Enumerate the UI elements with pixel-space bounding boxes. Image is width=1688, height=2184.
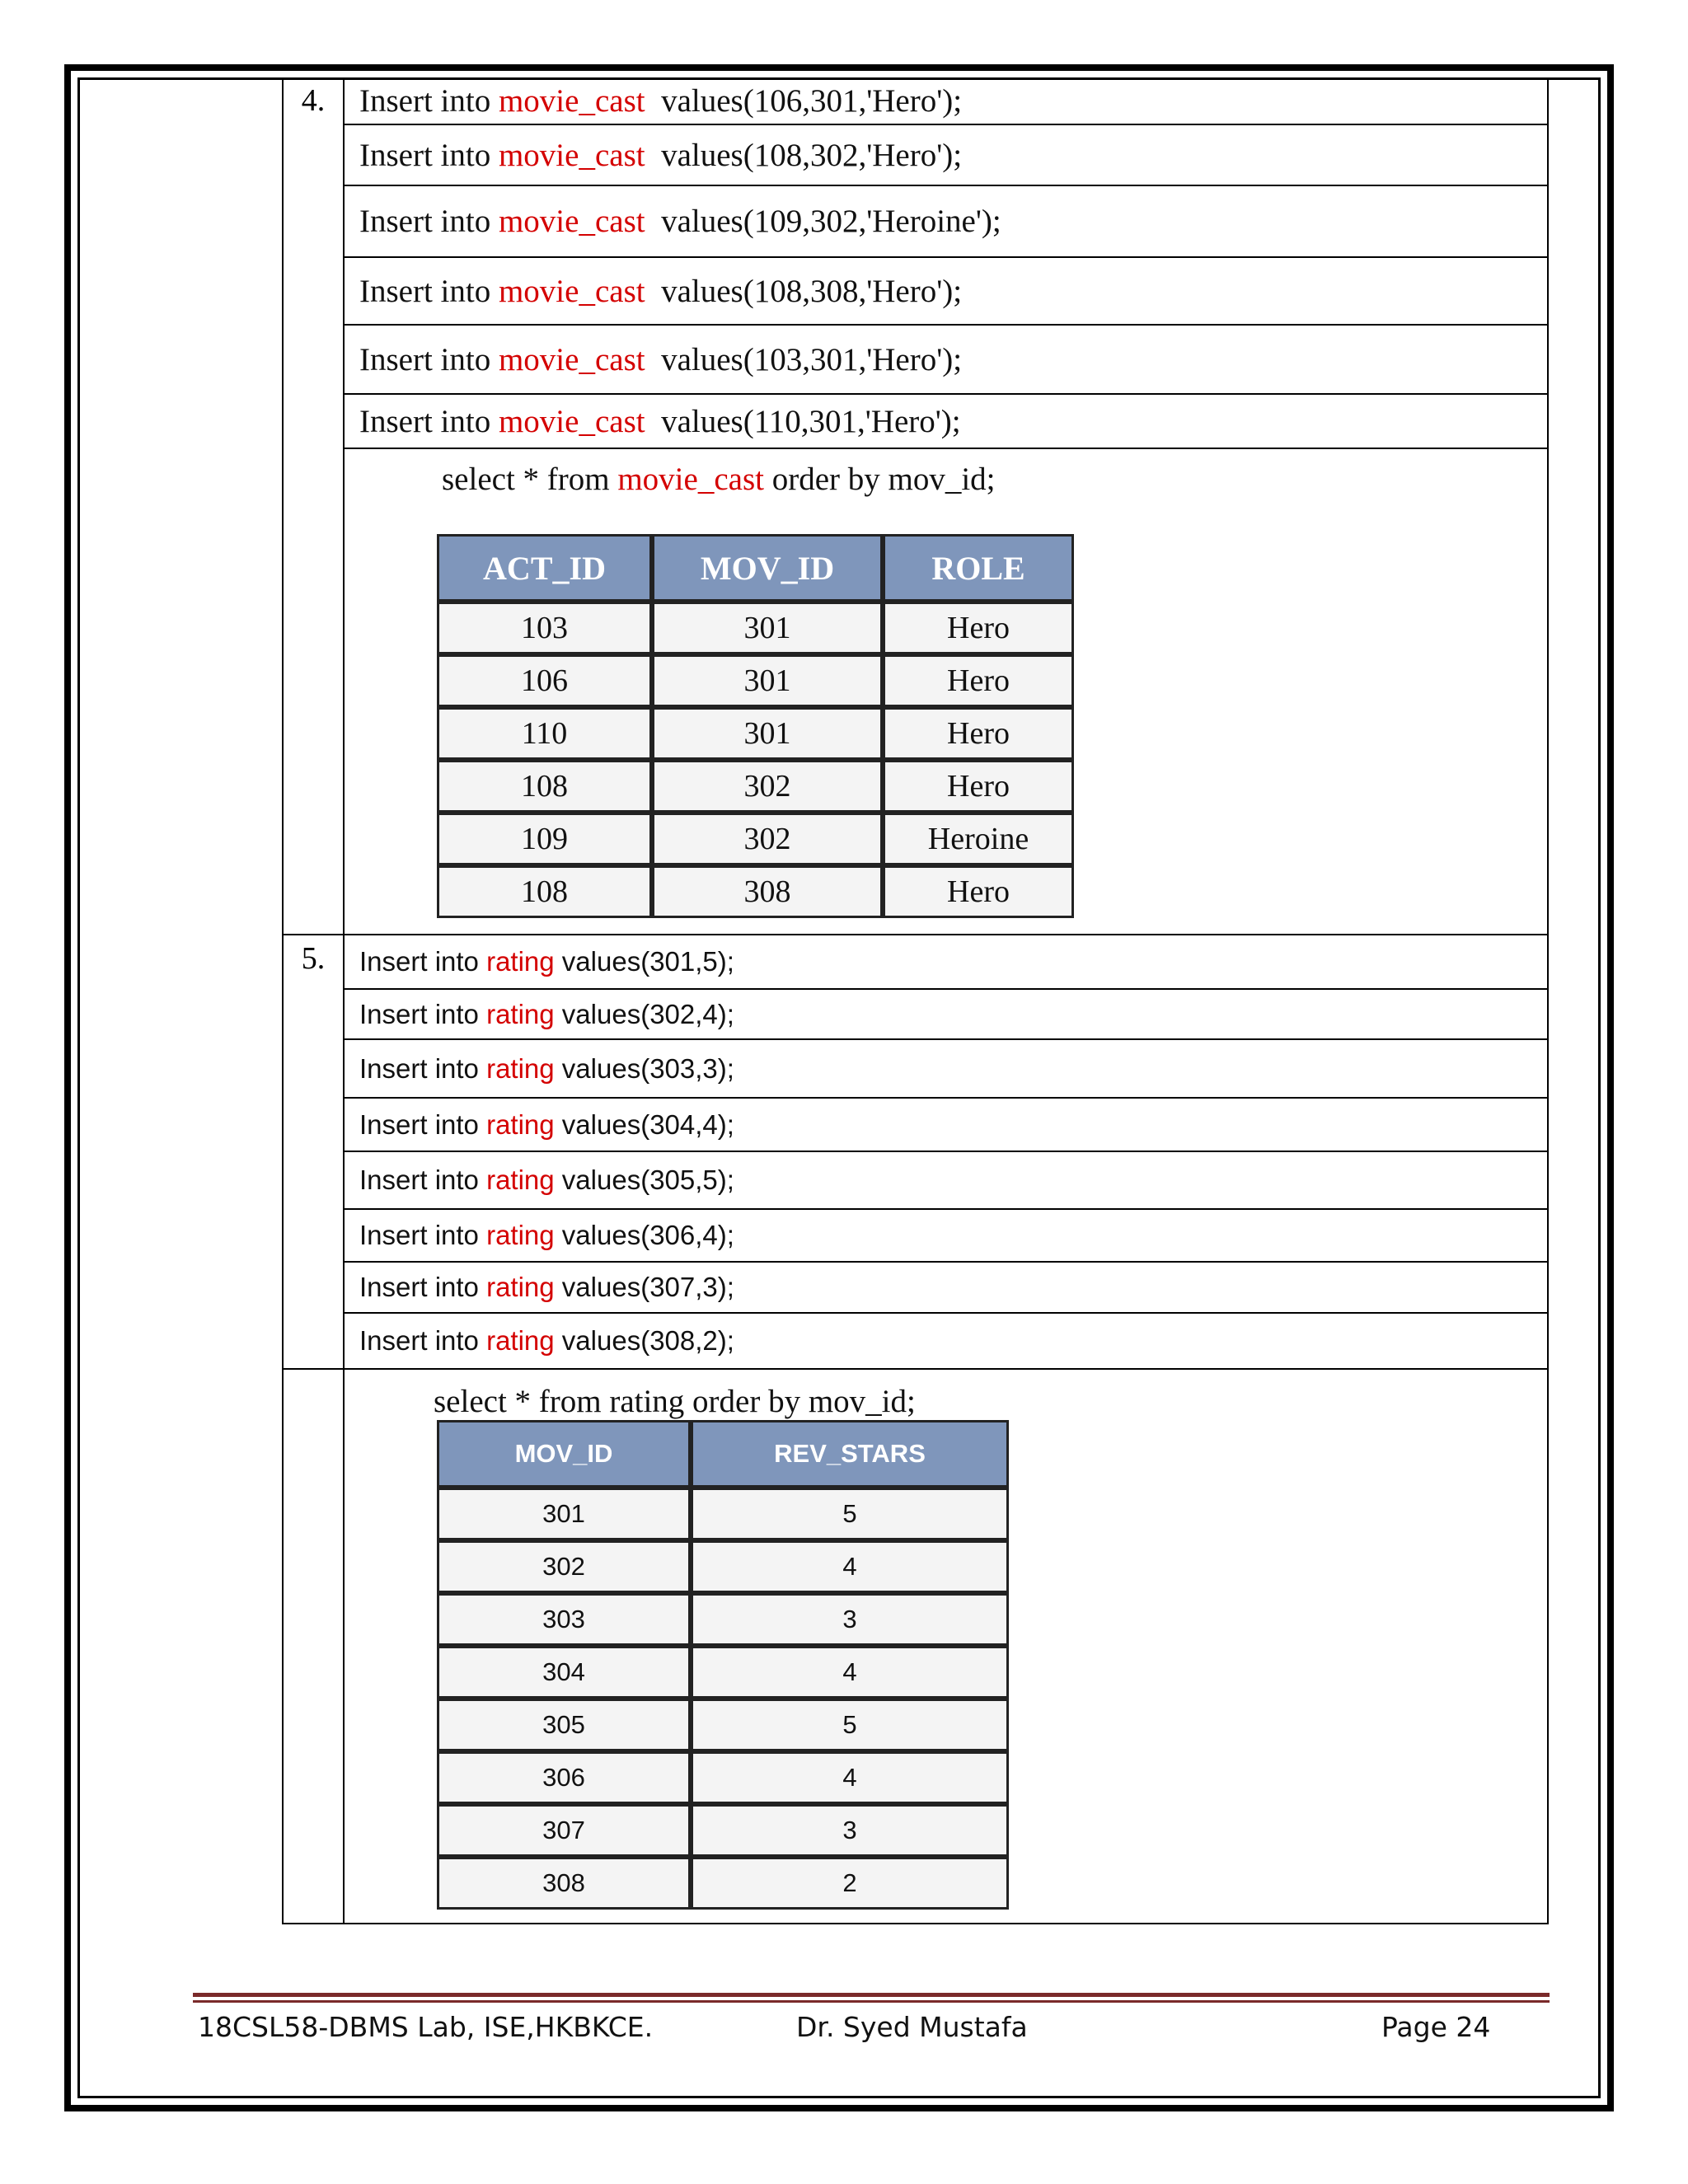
section-number-4: 4.: [283, 77, 344, 935]
column-header: ROLE: [883, 534, 1074, 602]
sql-statement: Insert into rating values(308,2);: [344, 1313, 1548, 1369]
sql-row: [283, 77, 1548, 124]
sql-statement: Insert into rating values(306,4);: [344, 1209, 1548, 1262]
table-cell: Hero: [883, 602, 1074, 654]
table-row: [437, 1593, 1009, 1646]
sql-row: [283, 1098, 1548, 1151]
table-cell: 303: [437, 1593, 691, 1646]
table-cell: 301: [652, 602, 883, 654]
table-cell: 304: [437, 1646, 691, 1699]
column-header: MOV_ID: [437, 1420, 691, 1488]
sql-statement: Insert into rating values(302,4);: [344, 989, 1548, 1039]
footer-rule: [193, 1993, 1550, 1997]
table-cell: 3: [691, 1804, 1009, 1857]
table-cell: 305: [437, 1699, 691, 1751]
table-cell: 4: [691, 1646, 1009, 1699]
table-row: [437, 707, 1074, 760]
table-cell: 306: [437, 1751, 691, 1804]
movie-cast-result-table: [437, 534, 1074, 918]
sql-statement: Insert into movie_cast values(110,301,'Hero');: [344, 394, 1548, 448]
sql-statement: Insert into movie_cast values(108,302,'Hero');: [344, 124, 1548, 185]
sql-statement: Insert into movie_cast values(108,308,'Hero');: [344, 257, 1548, 325]
empty-number-cell: [283, 1369, 344, 1924]
table-cell: 108: [437, 865, 652, 918]
table-cell: 307: [437, 1804, 691, 1857]
rating-result-cell: [344, 1369, 1548, 1924]
query-text: select * from rating order by mov_id;: [434, 1384, 916, 1419]
sql-row: [283, 1209, 1548, 1262]
query-text: select * from movie_cast order by mov_id;: [442, 462, 996, 497]
table-row: [437, 1646, 1009, 1699]
table-cell: Hero: [883, 654, 1074, 707]
table-row: [437, 602, 1074, 654]
table-cell: Hero: [883, 707, 1074, 760]
table-cell: Heroine: [883, 813, 1074, 865]
sql-statement: Insert into rating values(304,4);: [344, 1098, 1548, 1151]
table-cell: 5: [691, 1699, 1009, 1751]
result-row: [283, 1369, 1548, 1924]
sql-row: [283, 1262, 1548, 1313]
table-cell: 110: [437, 707, 652, 760]
sql-row: [283, 185, 1548, 257]
table-row: [437, 1804, 1009, 1857]
column-header: REV_STARS: [691, 1420, 1009, 1488]
sql-row: [283, 1039, 1548, 1098]
table-cell: 301: [652, 654, 883, 707]
footer-author: Dr. Syed Mustafa: [796, 2011, 1028, 2043]
movie-cast-result-cell: [344, 448, 1548, 935]
table-row: [437, 813, 1074, 865]
table-cell: 4: [691, 1540, 1009, 1593]
sql-statement: Insert into rating values(305,5);: [344, 1151, 1548, 1209]
table-cell: 109: [437, 813, 652, 865]
table-cell: 2: [691, 1857, 1009, 1910]
footer-page-number: Page 24: [1381, 2011, 1491, 2043]
sql-row: [283, 1151, 1548, 1209]
sql-statement: Insert into rating values(301,5);: [344, 935, 1548, 989]
table-cell: 301: [437, 1488, 691, 1540]
table-row: [437, 1488, 1009, 1540]
table-cell: Hero: [883, 865, 1074, 918]
sql-statement: Insert into movie_cast values(103,301,'Hero');: [344, 325, 1548, 394]
column-header: ACT_ID: [437, 534, 652, 602]
sql-row: [283, 1313, 1548, 1369]
table-cell: 301: [652, 707, 883, 760]
table-row: [437, 1699, 1009, 1751]
table-cell: 302: [652, 813, 883, 865]
sql-statement: Insert into movie_cast values(106,301,'Hero');: [344, 77, 1548, 124]
table-cell: 5: [691, 1488, 1009, 1540]
table-row: [437, 865, 1074, 918]
sql-row: [283, 394, 1548, 448]
footer-course: 18CSL58-DBMS Lab, ISE,HKBKCE.: [198, 2011, 654, 2043]
sql-row: [283, 935, 1548, 989]
sql-row: [283, 989, 1548, 1039]
table-row: [437, 654, 1074, 707]
table-cell: 108: [437, 760, 652, 813]
section-number-5: 5.: [283, 935, 344, 1369]
sql-statement: Insert into movie_cast values(109,302,'Heroine');: [344, 185, 1548, 257]
column-header: MOV_ID: [652, 534, 883, 602]
table-cell: 106: [437, 654, 652, 707]
rating-result-table: [437, 1420, 1009, 1910]
table-row: [437, 1751, 1009, 1804]
table-cell: 3: [691, 1593, 1009, 1646]
sql-statement: Insert into rating values(307,3);: [344, 1262, 1548, 1313]
table-cell: Hero: [883, 760, 1074, 813]
sql-row: [283, 124, 1548, 185]
table-cell: 302: [437, 1540, 691, 1593]
table-row: [437, 1540, 1009, 1593]
sql-statement: Insert into rating values(303,3);: [344, 1039, 1548, 1098]
table-cell: 302: [652, 760, 883, 813]
table-row: [437, 1857, 1009, 1910]
result-row: [283, 448, 1548, 935]
table-cell: 308: [437, 1857, 691, 1910]
table-cell: 103: [437, 602, 652, 654]
table-cell: 4: [691, 1751, 1009, 1804]
sql-row: [283, 257, 1548, 325]
table-cell: 308: [652, 865, 883, 918]
sql-listing-table: [282, 77, 1549, 1924]
footer-rule: [193, 2000, 1550, 2003]
sql-row: [283, 325, 1548, 394]
table-row: [437, 760, 1074, 813]
